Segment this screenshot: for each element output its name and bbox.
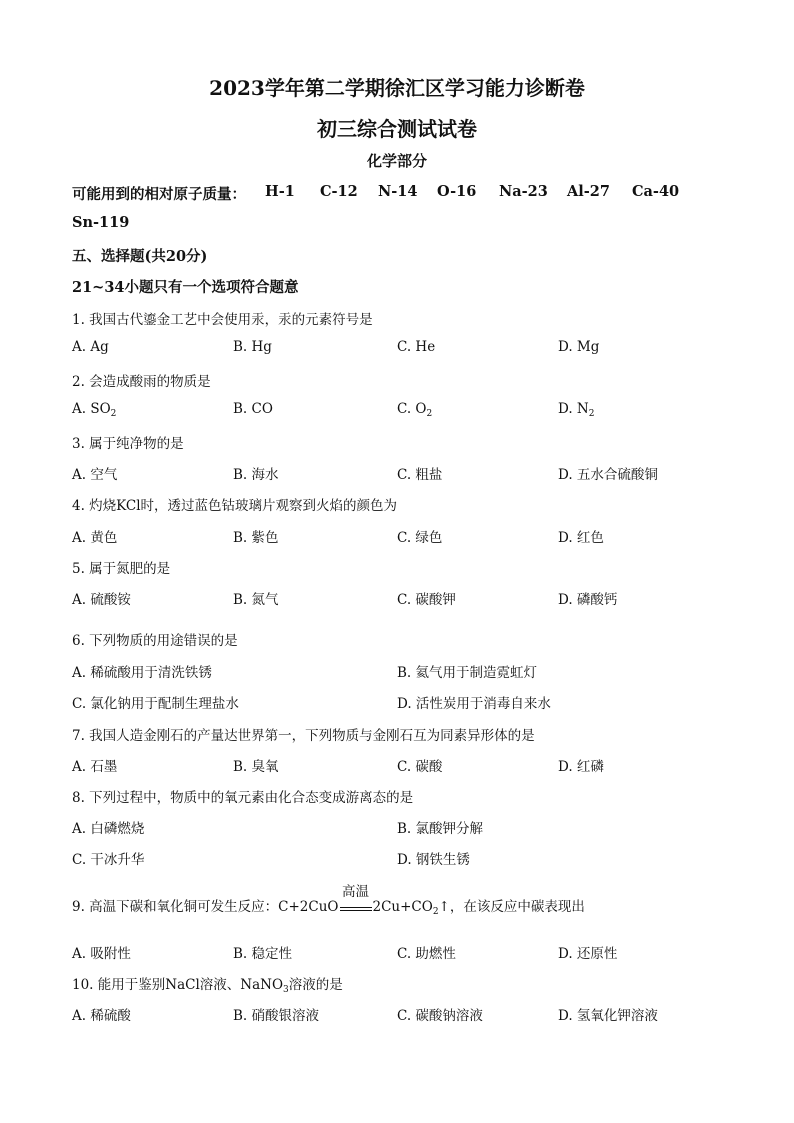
question-5-option-d: D. 磷酸钙 bbox=[558, 592, 618, 608]
question-9-option-a: A. 吸附性 bbox=[72, 946, 131, 962]
question-10-option-c: C. 碳酸钠溶液 bbox=[397, 1008, 483, 1024]
question-8-option-a: A. 白磷燃烧 bbox=[72, 821, 145, 837]
question-5-option-c: C. 碳酸钾 bbox=[397, 592, 456, 608]
question-10-option-a: A. 稀硫酸 bbox=[72, 1008, 131, 1024]
section-instruction: 21~34小题只有一个选项符合题意 bbox=[72, 279, 299, 296]
question-4-stem: 4. 灼烧KCl时，透过蓝色钴玻璃片观察到火焰的颜色为 bbox=[72, 498, 398, 514]
question-1-option-b: B. Hg bbox=[233, 339, 272, 355]
question-5-stem: 5. 属于氮肥的是 bbox=[72, 561, 171, 577]
question-9-option-b: B. 稳定性 bbox=[233, 946, 293, 962]
question-4-option-c: C. 绿色 bbox=[397, 530, 443, 546]
question-3-option-c: C. 粗盐 bbox=[397, 467, 443, 483]
question-2-stem: 2. 会造成酸雨的物质是 bbox=[72, 374, 211, 390]
exam-title: 2023学年第二学期徐汇区学习能力诊断卷 bbox=[209, 76, 585, 100]
atomic-mass-sn: Sn-119 bbox=[72, 214, 130, 231]
question-6-stem: 6. 下列物质的用途错误的是 bbox=[72, 633, 238, 649]
question-3-option-d: D. 五水合硫酸铜 bbox=[558, 467, 658, 483]
question-7-stem: 7. 我国人造金刚石的产量达世界第一，下列物质与金刚石互为同素异形体的是 bbox=[72, 728, 535, 744]
question-1-option-d: D. Mg bbox=[558, 339, 600, 355]
question-8-stem: 8. 下列过程中，物质中的氧元素由化合态变成游离态的是 bbox=[72, 790, 414, 806]
question-5-option-b: B. 氮气 bbox=[233, 592, 279, 608]
question-10-option-b: B. 硝酸银溶液 bbox=[233, 1008, 320, 1024]
question-7-option-d: D. 红磷 bbox=[558, 759, 604, 775]
question-2-option-c: C. $O_2$ bbox=[397, 401, 433, 419]
question-2-option-a: A. $SO_2$ bbox=[72, 401, 117, 419]
section-title: 五、选择题(共20分) bbox=[72, 248, 208, 265]
atomic-mass-na: Na-23 bbox=[499, 183, 548, 200]
question-7-option-b: B. 臭氧 bbox=[233, 759, 279, 775]
question-2-option-d: D. $N_2$ bbox=[558, 401, 595, 419]
atomic-mass-n: N-14 bbox=[378, 183, 418, 200]
question-1-stem: 1. 我国古代鎏金工艺中会使用汞，汞的元素符号是 bbox=[72, 312, 373, 328]
question-5-option-a: A. 硫酸铵 bbox=[72, 592, 131, 608]
question-8-option-b: B. 氯酸钾分解 bbox=[397, 821, 484, 837]
atomic-mass-ca: Ca-40 bbox=[632, 183, 680, 200]
question-7-option-c: C. 碳酸 bbox=[397, 759, 443, 775]
atomic-mass-c: C-12 bbox=[320, 183, 358, 200]
question-4-option-d: D. 红色 bbox=[558, 530, 604, 546]
question-2-option-b: B. CO bbox=[233, 401, 273, 417]
question-8-option-c: C. 干冰升华 bbox=[72, 852, 145, 868]
question-9-option-c: C. 助燃性 bbox=[397, 946, 456, 962]
question-4-option-b: B. 紫色 bbox=[233, 530, 279, 546]
question-8-option-d: D. 钢铁生锈 bbox=[397, 852, 470, 868]
question-6-option-b: B. 氦气用于制造霓虹灯 bbox=[397, 665, 538, 681]
question-9-stem: 9. 高温下碳和氧化铜可发生反应：C+2CuO 高温 $2Cu+CO_2↑$，在该反应中碳表现出 bbox=[72, 884, 585, 917]
atomic-mass-o: O-16 bbox=[437, 183, 477, 200]
question-9-option-d: D. 还原性 bbox=[558, 946, 618, 962]
question-6-option-a: A. 稀硫酸用于清洗铁锈 bbox=[72, 665, 212, 681]
question-6-option-c: C. 氯化钠用于配制生理盐水 bbox=[72, 696, 239, 712]
question-1-option-c: C. He bbox=[397, 339, 436, 355]
question-3-option-a: A. 空气 bbox=[72, 467, 118, 483]
reaction-condition: 高温 bbox=[339, 899, 373, 915]
question-6-option-d: D. 活性炭用于消毒自来水 bbox=[397, 696, 551, 712]
question-7-option-a: A. 石墨 bbox=[72, 759, 118, 775]
question-10-stem: 10. 能用于鉴别NaCl溶液、NaNO$_3$溶液的是 bbox=[72, 977, 343, 995]
question-3-option-b: B. 海水 bbox=[233, 467, 279, 483]
subject-part: 化学部分 bbox=[366, 152, 427, 170]
atomic-mass-al: Al-27 bbox=[567, 183, 610, 200]
question-1-option-a: A. Ag bbox=[72, 339, 109, 355]
exam-subtitle: 初三综合测试试卷 bbox=[317, 117, 477, 141]
question-4-option-a: A. 黄色 bbox=[72, 530, 118, 546]
question-10-option-d: D. 氢氧化钾溶液 bbox=[558, 1008, 658, 1024]
question-3-stem: 3. 属于纯净物的是 bbox=[72, 436, 184, 452]
atomic-mass-label: 可能用到的相对原子质量： bbox=[72, 186, 246, 203]
atomic-mass-h: H-1 bbox=[265, 183, 295, 200]
